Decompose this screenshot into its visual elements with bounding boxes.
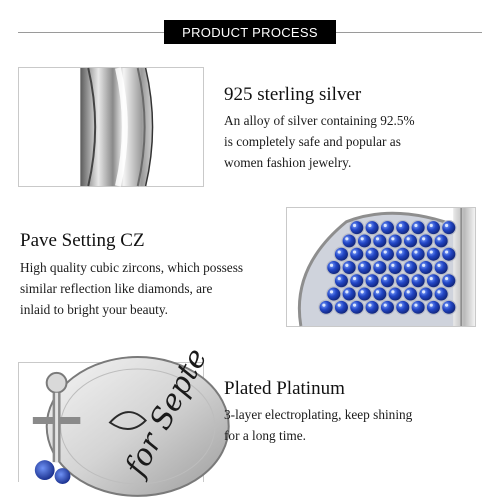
stone-highlight <box>361 290 364 293</box>
blue-cz-stone <box>388 287 402 301</box>
blue-cz-stone <box>373 234 387 248</box>
blue-cz-stone <box>388 260 402 274</box>
stone-highlight <box>399 304 402 307</box>
stone-highlight <box>330 264 333 267</box>
feature-title-platinum: Plated Platinum <box>224 378 345 399</box>
blue-cz-stone <box>350 300 364 314</box>
stone-highlight <box>391 264 394 267</box>
silver-closeup-photo <box>18 67 204 187</box>
stone-highlight <box>368 304 371 307</box>
blue-cz-stone <box>434 260 448 274</box>
stone-highlight <box>407 264 410 267</box>
blue-cz-stone <box>334 247 348 261</box>
blue-cz-stone <box>380 300 394 314</box>
stone-highlight <box>437 264 440 267</box>
feature-desc-line: similar reflection like diamonds, are <box>20 281 213 296</box>
blue-cz-stone <box>419 287 433 301</box>
stone-highlight <box>414 304 417 307</box>
feature-desc-line: An alloy of silver containing 92.5% <box>224 113 415 128</box>
blue-cz-stone <box>396 247 410 261</box>
blue-cz-stone <box>365 221 379 235</box>
feature-desc-line: women fashion jewelry. <box>224 155 352 170</box>
blue-cz-stone <box>380 221 394 235</box>
stone-highlight <box>414 250 417 253</box>
blue-cz-stone <box>434 287 448 301</box>
stone-highlight <box>437 237 440 240</box>
blue-cz-stone <box>419 234 433 248</box>
stone-highlight <box>345 290 348 293</box>
stone-highlight <box>345 264 348 267</box>
feature-desc-line: 3-layer electroplating, keep shining <box>224 407 413 422</box>
stone-highlight <box>437 290 440 293</box>
blue-cz-stone <box>365 274 379 288</box>
blue-cz-stone <box>403 260 417 274</box>
blue-cz-stone <box>396 221 410 235</box>
stone-highlight <box>445 304 448 307</box>
stone-highlight <box>445 277 448 280</box>
stone-highlight <box>414 277 417 280</box>
blue-cz-stone <box>357 260 371 274</box>
blue-cz-stone <box>350 247 364 261</box>
stone-highlight <box>376 290 379 293</box>
stone-highlight <box>430 304 433 307</box>
blue-cz-stone <box>334 300 348 314</box>
feature-desc-line: High quality cubic zircons, which possess <box>20 260 244 275</box>
blue-cz-stone <box>373 260 387 274</box>
stone-highlight <box>384 304 387 307</box>
blue-cz-stone <box>327 287 341 301</box>
blue-cz-stone <box>426 221 440 235</box>
stone-highlight <box>399 224 402 227</box>
blue-cz-stone <box>396 300 410 314</box>
stone-highlight <box>399 277 402 280</box>
feature-desc-line: inlaid to bright your beauty. <box>20 302 168 317</box>
blue-cz-stone <box>403 234 417 248</box>
feature-desc-line: for a long time. <box>224 428 306 443</box>
stone-highlight <box>368 250 371 253</box>
blue-cz-stone <box>327 260 341 274</box>
blue-cz-stone <box>342 234 356 248</box>
blue-cz-stone <box>342 260 356 274</box>
stone-highlight <box>422 264 425 267</box>
blue-cz-stone <box>350 221 364 235</box>
blue-cz-stone <box>411 221 425 235</box>
blue-cz-stone <box>434 234 448 248</box>
engraving-text: for Septe <box>118 342 215 482</box>
blue-cz-stone <box>442 274 456 288</box>
blue-cz-stone <box>426 247 440 261</box>
stone-highlight <box>407 290 410 293</box>
blue-cz-stone <box>411 274 425 288</box>
blue-cz-stone <box>380 274 394 288</box>
section-header <box>164 20 336 44</box>
blue-cz-stone <box>380 247 394 261</box>
blue-cz-stone <box>426 274 440 288</box>
feature-title-silver: 925 sterling silver <box>224 84 362 105</box>
stone-highlight <box>445 250 448 253</box>
stone-highlight <box>430 224 433 227</box>
stone-highlight <box>384 250 387 253</box>
blue-cz-stone <box>365 247 379 261</box>
engraved-heart-photo <box>18 342 215 482</box>
section-header-title: PRODUCT PROCESS <box>182 24 318 40</box>
stone-highlight <box>353 250 356 253</box>
stone-highlight <box>376 237 379 240</box>
stone-highlight <box>384 277 387 280</box>
stone-highlight <box>391 237 394 240</box>
stone-highlight <box>384 224 387 227</box>
feature-desc-pave <box>20 257 282 320</box>
stone-highlight <box>338 277 341 280</box>
blue-cz-stone <box>334 274 348 288</box>
stone-highlight <box>353 277 356 280</box>
blue-cz-stone <box>357 234 371 248</box>
blue-cz-stone <box>396 274 410 288</box>
blue-cz-stone <box>411 247 425 261</box>
feature-desc-silver <box>224 110 484 173</box>
stone-highlight <box>422 237 425 240</box>
stone-highlight <box>353 304 356 307</box>
header-divider-left <box>18 32 164 33</box>
blue-cz-stone <box>373 287 387 301</box>
blue-cz-stone <box>350 274 364 288</box>
blue-cz-stone <box>442 300 456 314</box>
stone-highlight <box>368 224 371 227</box>
blue-cz-stone <box>342 287 356 301</box>
stone-highlight <box>338 250 341 253</box>
stone-highlight <box>361 237 364 240</box>
stone-highlight <box>345 237 348 240</box>
pave-stones-photo <box>286 207 476 327</box>
blue-cz-stone <box>411 300 425 314</box>
stone-highlight <box>376 264 379 267</box>
blue-cz-stone <box>403 287 417 301</box>
blue-cz-stone <box>388 234 402 248</box>
stone-highlight <box>407 237 410 240</box>
blue-cz-stone <box>365 300 379 314</box>
stone-highlight <box>322 304 325 307</box>
stone-highlight <box>330 290 333 293</box>
stone-highlight <box>414 224 417 227</box>
feature-desc-platinum <box>224 404 486 446</box>
stone-highlight <box>391 290 394 293</box>
stone-highlight <box>430 277 433 280</box>
feature-title-pave: Pave Setting CZ <box>20 230 145 251</box>
stone-highlight <box>353 224 356 227</box>
stone-highlight <box>445 224 448 227</box>
header-divider-right <box>336 32 482 33</box>
blue-cz-stone <box>319 300 333 314</box>
blue-cz-stone <box>357 287 371 301</box>
blue-cz-stone <box>442 247 456 261</box>
stone-highlight <box>399 250 402 253</box>
stone-highlight <box>368 277 371 280</box>
blue-cz-stone <box>442 221 456 235</box>
stone-highlight <box>361 264 364 267</box>
feature-desc-line: is completely safe and popular as <box>224 134 401 149</box>
blue-cz-stone <box>426 300 440 314</box>
blue-cz-stone <box>419 260 433 274</box>
stone-highlight <box>422 290 425 293</box>
stone-highlight <box>338 304 341 307</box>
stone-highlight <box>430 250 433 253</box>
